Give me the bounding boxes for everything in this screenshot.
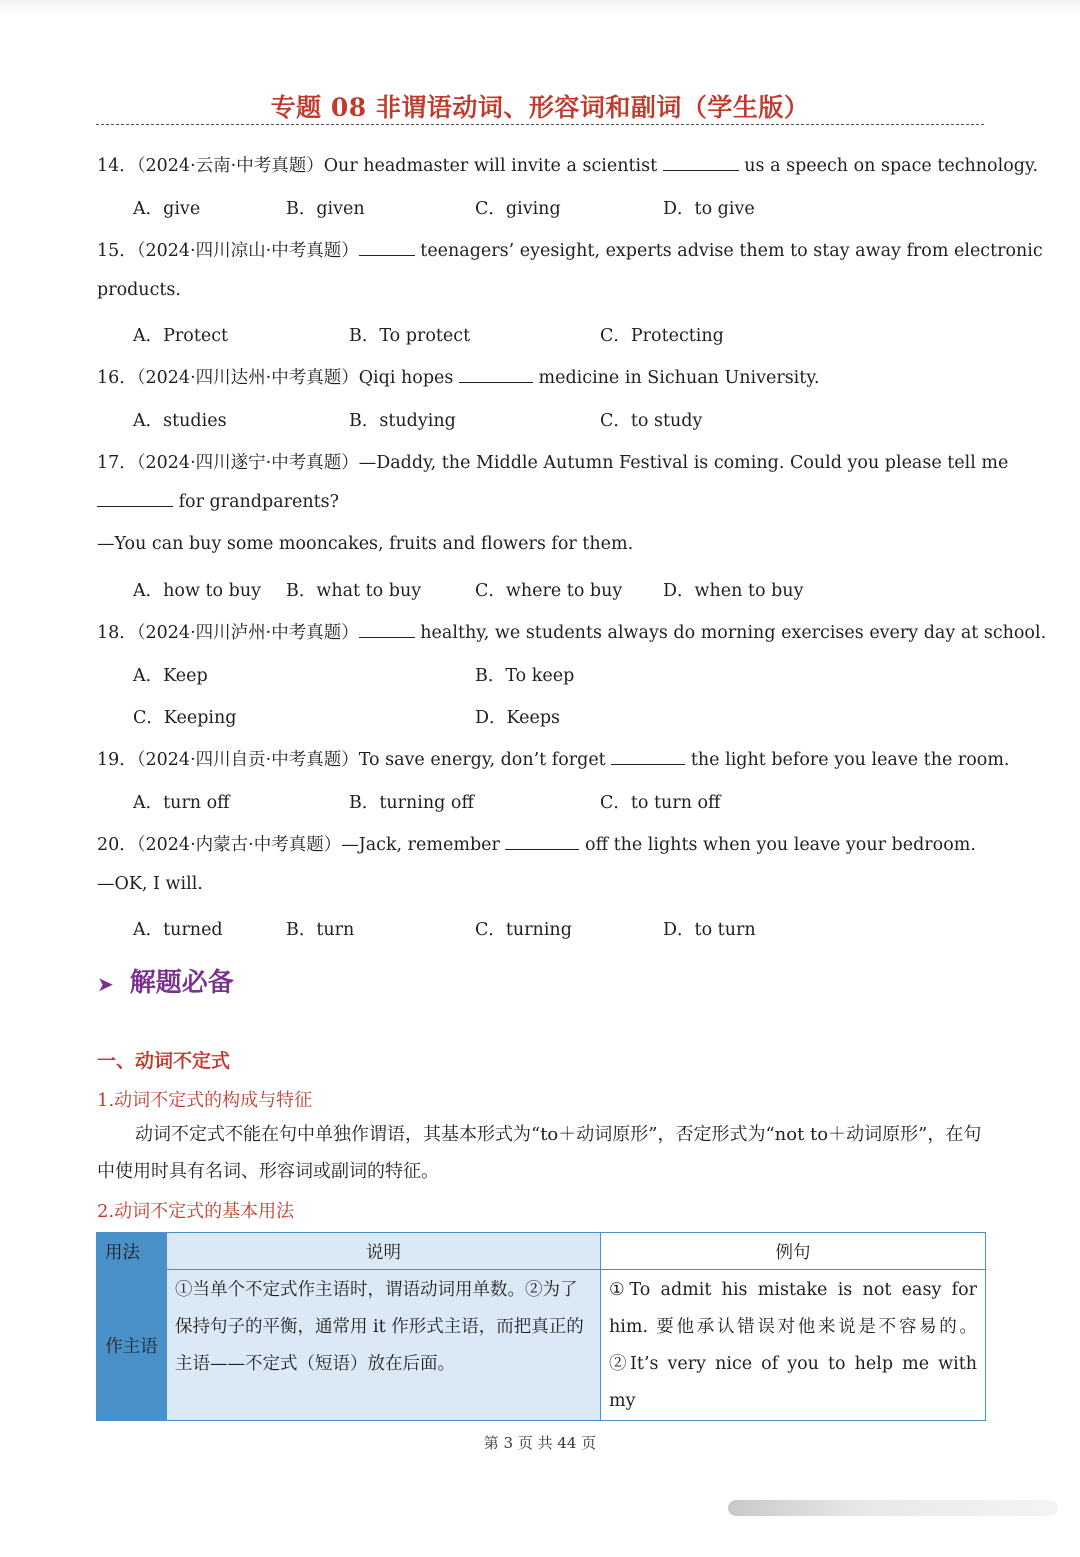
question-number: 16． bbox=[97, 368, 137, 388]
question-text: for grandparents? bbox=[178, 492, 340, 512]
option-a: A．how to buy bbox=[133, 581, 261, 601]
top-strip bbox=[0, 0, 1080, 14]
option-b: B．turn bbox=[286, 920, 355, 940]
table-header: 例句 bbox=[601, 1233, 986, 1270]
header-divider bbox=[96, 124, 984, 125]
question-15-continued: products. bbox=[97, 280, 181, 300]
section-heading-text: 解题必备 bbox=[129, 968, 234, 998]
option-d: D．Keeps bbox=[475, 708, 561, 728]
answer-blank bbox=[459, 368, 533, 383]
option-a: A．studies bbox=[133, 411, 227, 431]
option-d: D．to turn bbox=[663, 920, 756, 940]
table-cell-description: ①当单个不定式作主语时，谓语动词用单数。②为了保持句子的平衡，通常用 it 作形式主语，而把真正的主语——不定式（短语）放在后面。 bbox=[167, 1270, 601, 1421]
question-text: us a speech on space technology. bbox=[744, 156, 1039, 176]
question-number: 19． bbox=[97, 750, 137, 770]
option-c: C．Keeping bbox=[133, 708, 237, 728]
question-20-answer-line: —OK, I will. bbox=[97, 874, 203, 894]
option-c: C．where to buy bbox=[475, 581, 623, 601]
question-number: 18． bbox=[97, 623, 137, 643]
question-number: 17． bbox=[97, 453, 137, 473]
question-text: medicine in Sichuan University. bbox=[538, 368, 820, 388]
table-header: 用法 bbox=[97, 1233, 167, 1270]
question-text: healthy, we students always do morning exercises every day at school. bbox=[420, 623, 1047, 643]
question-19 bbox=[97, 746, 1010, 771]
option-d: D．when to buy bbox=[663, 581, 804, 601]
question-text: Our headmaster will invite a scientist bbox=[323, 156, 658, 176]
question-text: the light before you leave the room. bbox=[690, 750, 1010, 770]
answer-blank bbox=[611, 750, 685, 765]
question-text: teenagers’ eyesight, experts advise them to stay away from electronic bbox=[420, 241, 1043, 261]
answer-blank bbox=[505, 835, 579, 850]
option-c: C．to turn off bbox=[600, 793, 721, 813]
question-number: 20． bbox=[97, 835, 137, 855]
question-source: （2024·四川自贡·中考真题） bbox=[136, 750, 359, 770]
question-text: Qiqi hopes bbox=[358, 368, 454, 388]
option-a: A．Keep bbox=[133, 666, 208, 686]
question-text: To save energy, don’t forget bbox=[358, 750, 606, 770]
option-b: B．studying bbox=[349, 411, 456, 431]
question-17 bbox=[97, 449, 1009, 474]
question-text: off the lights when you leave your bedroom. bbox=[585, 835, 976, 855]
option-a: A．Protect bbox=[133, 326, 229, 346]
scrollbar[interactable] bbox=[728, 1500, 1058, 1516]
section-heading bbox=[97, 962, 234, 999]
option-c: C．to study bbox=[600, 411, 703, 431]
table-row bbox=[97, 1270, 986, 1421]
answer-blank bbox=[663, 156, 739, 171]
question-text: —Jack, remember bbox=[341, 835, 500, 855]
table-cell-example: ①To admit his mistake is not easy for him. 要他承认错误对他来说是不容易的。②It’s very nice of you to help me with my bbox=[601, 1270, 986, 1421]
question-14 bbox=[97, 152, 1039, 177]
option-b: B．turning off bbox=[349, 793, 474, 813]
question-source: （2024·四川达州·中考真题） bbox=[136, 368, 359, 388]
option-c: C．Protecting bbox=[600, 326, 724, 346]
option-a: A．turn off bbox=[133, 793, 230, 813]
answer-blank bbox=[359, 241, 415, 256]
question-number: 14． bbox=[97, 156, 137, 176]
question-number: 15． bbox=[97, 241, 137, 261]
table-header-row bbox=[97, 1233, 986, 1270]
subsection-title: 一、动词不定式 bbox=[97, 1050, 231, 1072]
table-cell-usage: 作主语 bbox=[97, 1270, 167, 1421]
page-title: 专题 08 非谓语动词、形容词和副词（学生版） bbox=[270, 93, 810, 122]
answer-blank bbox=[359, 623, 415, 638]
question-source: （2024·四川遂宁·中考真题） bbox=[136, 453, 359, 473]
question-20 bbox=[97, 831, 987, 856]
option-d: D．to give bbox=[663, 199, 755, 219]
option-a: A．give bbox=[133, 199, 201, 219]
page-number: 第 3 页 共 44 页 bbox=[483, 1434, 597, 1452]
paragraph: 动词不定式不能在句中单独作谓语，其基本形式为“to＋动词原形”，否定形式为“not to＋动词原形”，在句中使用时具有名词、形容词或副词的特征。 bbox=[97, 1124, 982, 1182]
question-text: —Daddy, the Middle Autumn Festival is coming. Could you please tell me bbox=[358, 453, 1009, 473]
question-source: （2024·内蒙古·中考真题） bbox=[136, 835, 342, 855]
option-b: B．To keep bbox=[475, 666, 575, 686]
option-b: B．what to buy bbox=[286, 581, 422, 601]
arrow-icon: ➤ bbox=[97, 972, 114, 996]
question-17-continued bbox=[97, 492, 987, 512]
question-source: （2024·四川凉山·中考真题） bbox=[136, 241, 359, 261]
grammar-table bbox=[96, 1232, 986, 1421]
option-c: C．turning bbox=[475, 920, 572, 940]
option-c: C．giving bbox=[475, 199, 561, 219]
question-15 bbox=[97, 237, 1043, 262]
question-16 bbox=[97, 364, 987, 389]
question-17-answer-line: —You can buy some mooncakes, fruits and flowers for them. bbox=[97, 534, 634, 554]
option-b: B．To protect bbox=[349, 326, 471, 346]
subsection-heading: 2.动词不定式的基本用法 bbox=[97, 1201, 295, 1222]
subsection-heading: 1.动词不定式的构成与特征 bbox=[97, 1090, 313, 1111]
option-a: A．turned bbox=[133, 920, 223, 940]
question-18 bbox=[97, 619, 1047, 644]
question-source: （2024·四川泸州·中考真题） bbox=[136, 623, 359, 643]
table-header: 说明 bbox=[167, 1233, 601, 1270]
answer-blank bbox=[97, 492, 173, 507]
option-b: B．given bbox=[286, 199, 365, 219]
question-source: （2024·云南·中考真题） bbox=[136, 156, 324, 176]
